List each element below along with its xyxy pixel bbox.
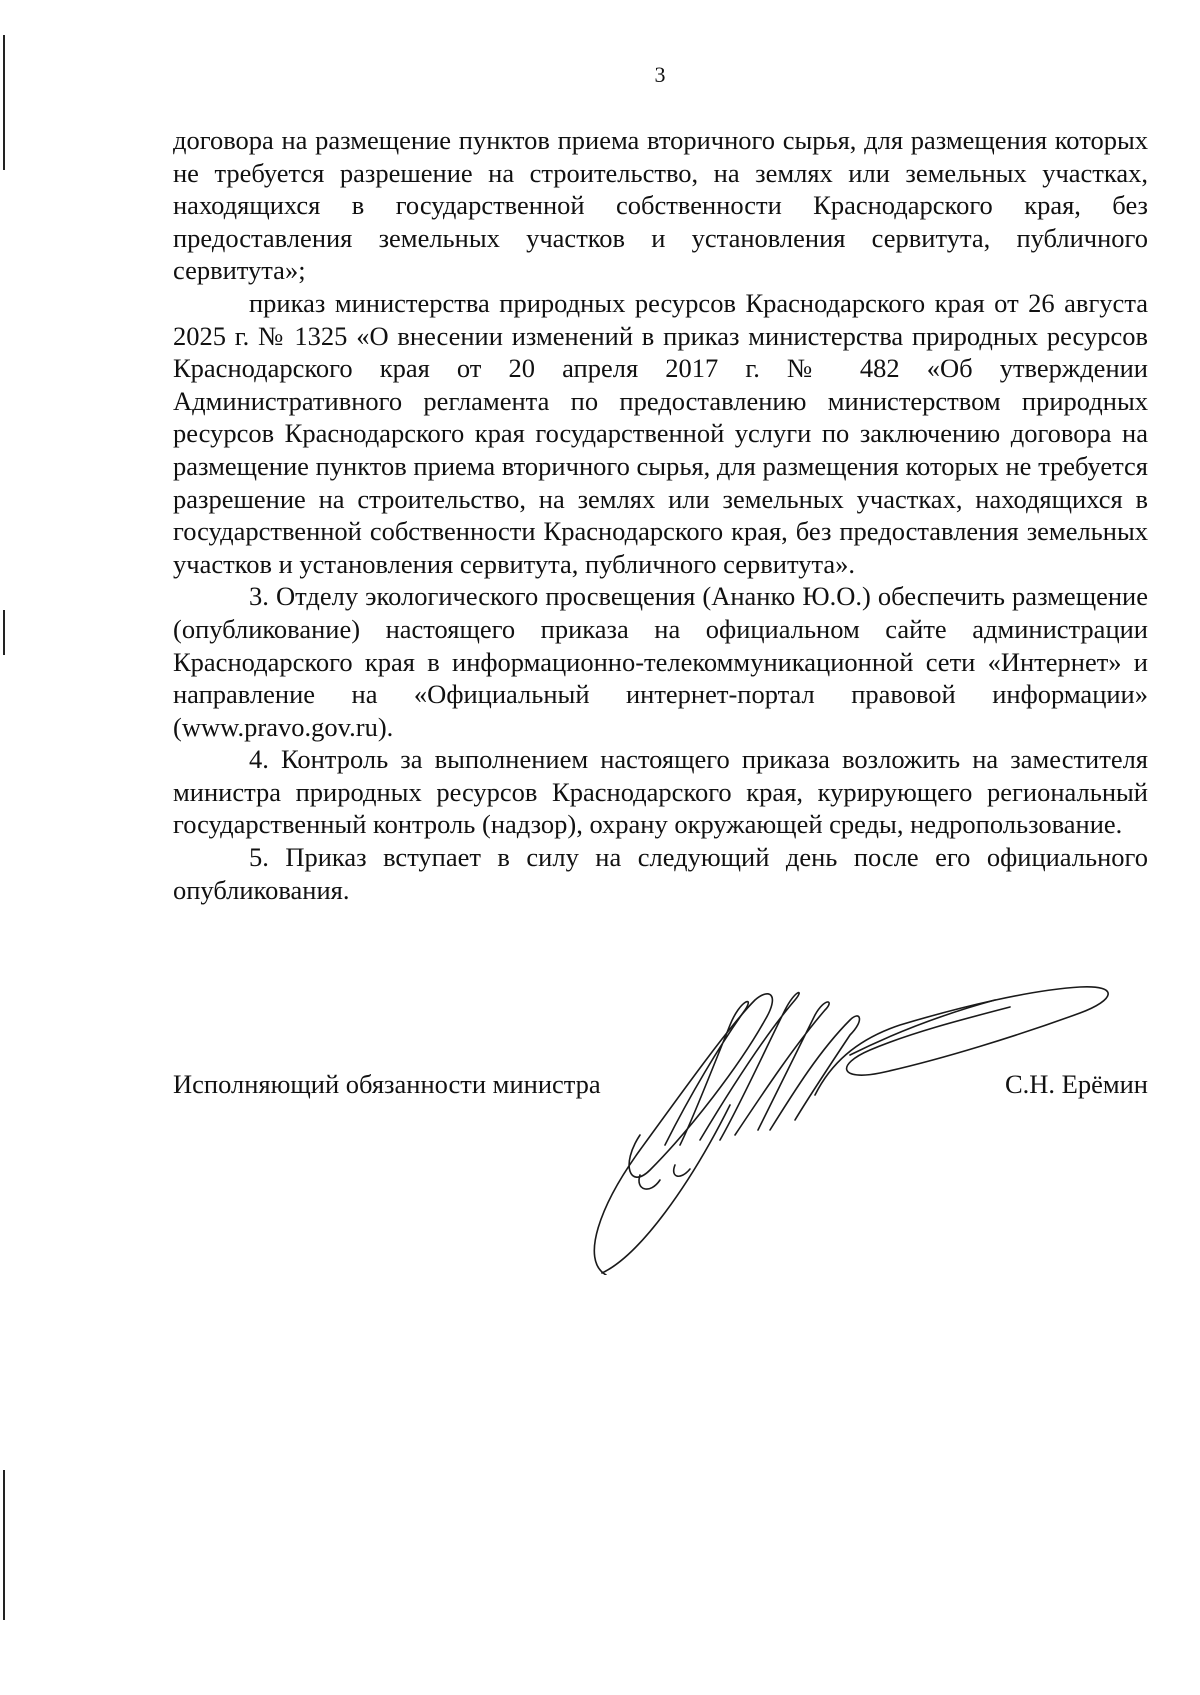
document-body — [173, 124, 1148, 906]
handwritten-signature — [580, 955, 1140, 1275]
scan-edge-mark-mid — [3, 610, 5, 655]
paragraph-continuation: договора на размещение пунктов приема вторичного сырья, для размещения которых не требуется разрешение на строительство, на землях или земельных участках, находящихся в государственной собственности Краснодарского края, без предоставления земельных участков и установления сервитута, публичного сервитута»; — [173, 125, 1148, 286]
scan-edge-mark-top — [3, 35, 5, 170]
scan-edge-mark-bottom — [3, 1470, 5, 1620]
signatory-title: Исполняющий обязанности министра — [173, 1069, 601, 1099]
paragraph-item-4: 4. Контроль за выполнением настоящего приказа возложить на заместителя министра природных ресурсов Краснодарского края, курирующего региональный государственный контроль (надзор), охрану окружающей среды, недропользование. — [173, 744, 1148, 840]
paragraph-item-3: 3. Отделу экологического просвещения (Ананко Ю.О.) обеспечить размещение (опубликование) настоящего приказа на официальном сайте администрации Краснодарского края в информационно-телекоммуникационной сети «Интернет» и направление на «Официальный интернет-портал правовой информации» (www.pravo.gov.ru). — [173, 581, 1148, 742]
page-number: 3 — [654, 62, 666, 87]
signatory-name: С.Н. Ерёмин — [1004, 1069, 1148, 1099]
paragraph-order-reference: приказ министерства природных ресурсов Краснодарского края от 26 августа 2025 г. № 1325 «О внесении изменений в приказ министерства природных ресурсов Краснодарского края от 20 апреля 2017 г. № 482 «Об утверждении Административного регламента по предоставлению министерством природных ресурсов Краснодарского края государственной услуги по заключению договора на размещение пунктов приема вторичного сырья, для размещения которых не требуется разрешение на строительство, на землях или земельных участках, находящихся в государственной собственности Краснодарского края, без предоставления земельных участков и установления сервитута, публичного сервитута». — [173, 287, 1148, 579]
paragraph-item-5: 5. Приказ вступает в силу на следующий день после его официального опубликования. — [173, 842, 1148, 905]
